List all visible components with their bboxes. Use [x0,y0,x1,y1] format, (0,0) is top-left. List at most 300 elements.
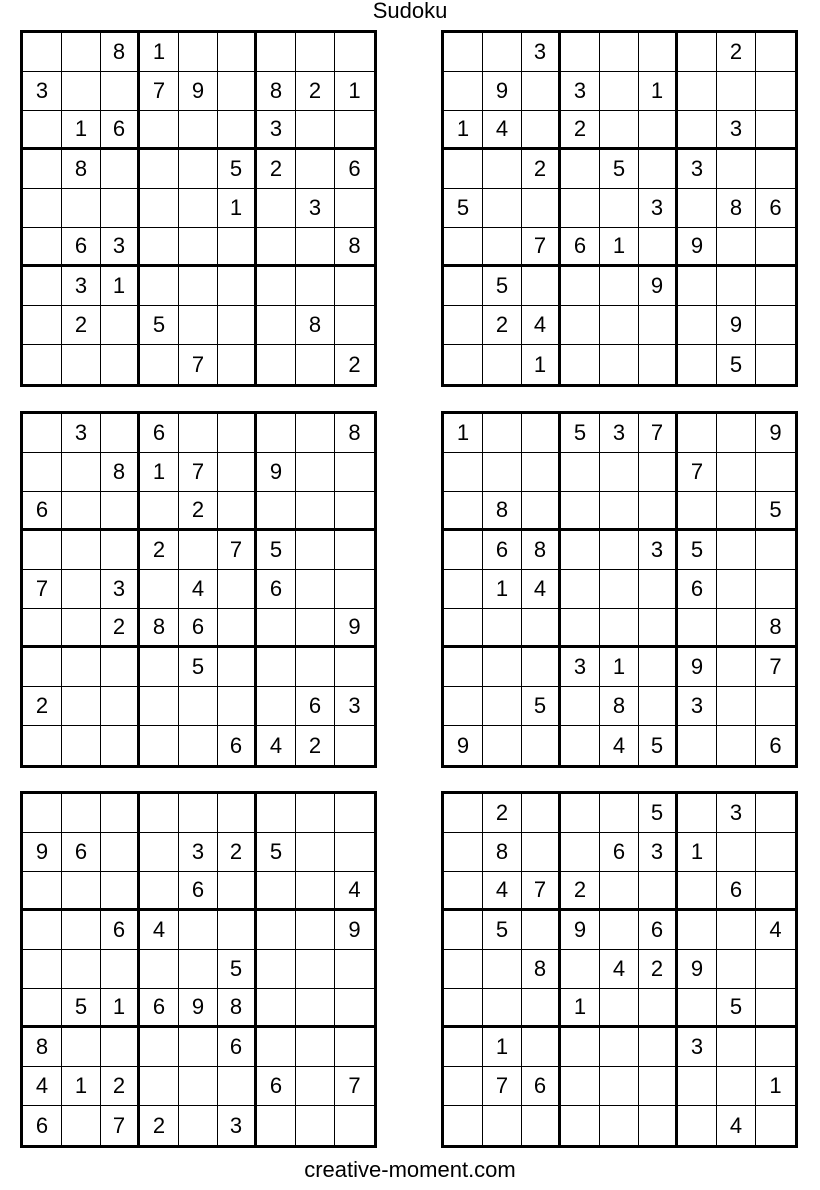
sudoku-cell[interactable] [218,492,257,531]
sudoku-cell[interactable]: 9 [678,648,717,687]
sudoku-cell[interactable] [717,726,756,765]
sudoku-cell[interactable]: 7 [678,453,717,492]
sudoku-cell[interactable] [140,726,179,765]
sudoku-cell[interactable]: 4 [522,306,561,345]
sudoku-cell[interactable] [101,189,140,228]
sudoku-cell[interactable]: 2 [101,1067,140,1106]
sudoku-cell[interactable] [257,345,296,384]
sudoku-cell[interactable] [101,492,140,531]
sudoku-cell[interactable] [756,570,795,609]
sudoku-cell[interactable] [296,648,335,687]
sudoku-cell[interactable] [678,111,717,150]
sudoku-cell[interactable] [179,1028,218,1067]
sudoku-cell[interactable] [23,267,62,306]
sudoku-cell[interactable] [23,453,62,492]
sudoku-cell[interactable] [444,267,483,306]
sudoku-cell[interactable] [444,989,483,1028]
sudoku-cell[interactable] [218,33,257,72]
sudoku-cell[interactable] [483,726,522,765]
sudoku-cell[interactable]: 1 [756,1067,795,1106]
sudoku-cell[interactable] [600,72,639,111]
sudoku-cell[interactable]: 8 [257,72,296,111]
sudoku-cell[interactable]: 6 [335,150,374,189]
sudoku-cell[interactable] [62,453,101,492]
sudoku-cell[interactable] [444,345,483,384]
sudoku-cell[interactable]: 2 [179,492,218,531]
sudoku-cell[interactable] [62,33,101,72]
sudoku-cell[interactable] [257,1028,296,1067]
sudoku-cell[interactable]: 4 [483,872,522,911]
sudoku-cell[interactable]: 5 [639,794,678,833]
sudoku-cell[interactable] [296,228,335,267]
sudoku-cell[interactable] [140,1028,179,1067]
sudoku-cell[interactable]: 6 [179,872,218,911]
sudoku-cell[interactable] [717,453,756,492]
sudoku-cell[interactable] [62,570,101,609]
sudoku-cell[interactable]: 1 [444,414,483,453]
sudoku-cell[interactable]: 3 [600,414,639,453]
sudoku-cell[interactable] [218,570,257,609]
sudoku-cell[interactable]: 5 [218,150,257,189]
sudoku-cell[interactable] [717,833,756,872]
sudoku-cell[interactable]: 1 [101,989,140,1028]
sudoku-cell[interactable]: 6 [140,414,179,453]
sudoku-cell[interactable] [639,492,678,531]
sudoku-cell[interactable]: 8 [600,687,639,726]
sudoku-cell[interactable] [444,150,483,189]
sudoku-cell[interactable]: 7 [218,531,257,570]
sudoku-cell[interactable] [62,492,101,531]
sudoku-cell[interactable]: 9 [179,989,218,1028]
sudoku-cell[interactable] [444,453,483,492]
sudoku-cell[interactable]: 6 [756,189,795,228]
sudoku-cell[interactable]: 9 [483,72,522,111]
sudoku-cell[interactable] [179,794,218,833]
sudoku-cell[interactable] [483,687,522,726]
sudoku-cell[interactable] [296,345,335,384]
sudoku-cell[interactable] [335,33,374,72]
sudoku-cell[interactable] [600,989,639,1028]
sudoku-cell[interactable]: 2 [522,150,561,189]
sudoku-cell[interactable]: 3 [257,111,296,150]
sudoku-cell[interactable]: 9 [717,306,756,345]
sudoku-cell[interactable] [62,609,101,648]
sudoku-cell[interactable] [639,453,678,492]
sudoku-cell[interactable] [140,189,179,228]
sudoku-cell[interactable] [23,609,62,648]
sudoku-cell[interactable] [756,531,795,570]
sudoku-cell[interactable] [717,72,756,111]
sudoku-cell[interactable] [140,267,179,306]
sudoku-cell[interactable] [179,33,218,72]
sudoku-cell[interactable] [179,687,218,726]
sudoku-cell[interactable] [335,726,374,765]
sudoku-cell[interactable] [678,911,717,950]
sudoku-cell[interactable]: 7 [522,228,561,267]
sudoku-cell[interactable] [62,1106,101,1145]
sudoku-cell[interactable]: 5 [561,414,600,453]
sudoku-cell[interactable] [444,531,483,570]
sudoku-cell[interactable]: 8 [218,989,257,1028]
sudoku-cell[interactable] [257,648,296,687]
sudoku-cell[interactable] [257,1106,296,1145]
sudoku-cell[interactable] [483,345,522,384]
sudoku-cell[interactable]: 5 [140,306,179,345]
sudoku-cell[interactable] [23,228,62,267]
sudoku-cell[interactable] [335,570,374,609]
sudoku-cell[interactable]: 7 [483,1067,522,1106]
sudoku-cell[interactable] [257,872,296,911]
sudoku-cell[interactable] [639,609,678,648]
sudoku-cell[interactable] [101,833,140,872]
sudoku-cell[interactable] [179,531,218,570]
sudoku-cell[interactable] [296,872,335,911]
sudoku-cell[interactable] [296,1106,335,1145]
sudoku-cell[interactable] [522,911,561,950]
sudoku-cell[interactable] [296,570,335,609]
sudoku-cell[interactable] [335,950,374,989]
sudoku-cell[interactable] [483,950,522,989]
sudoku-cell[interactable] [522,267,561,306]
sudoku-cell[interactable] [296,111,335,150]
sudoku-cell[interactable] [483,33,522,72]
sudoku-cell[interactable]: 4 [257,726,296,765]
sudoku-cell[interactable] [218,648,257,687]
sudoku-cell[interactable] [23,189,62,228]
sudoku-cell[interactable] [717,228,756,267]
sudoku-cell[interactable] [444,609,483,648]
sudoku-cell[interactable]: 5 [483,911,522,950]
sudoku-cell[interactable]: 3 [23,72,62,111]
sudoku-cell[interactable]: 2 [218,833,257,872]
sudoku-cell[interactable] [522,189,561,228]
sudoku-cell[interactable] [678,609,717,648]
sudoku-cell[interactable] [444,687,483,726]
sudoku-cell[interactable] [756,1106,795,1145]
sudoku-cell[interactable] [600,570,639,609]
sudoku-cell[interactable]: 3 [62,267,101,306]
sudoku-cell[interactable]: 7 [335,1067,374,1106]
sudoku-cell[interactable] [561,794,600,833]
sudoku-cell[interactable] [335,989,374,1028]
sudoku-cell[interactable] [561,1106,600,1145]
sudoku-cell[interactable] [444,33,483,72]
sudoku-cell[interactable]: 6 [678,570,717,609]
sudoku-cell[interactable]: 2 [561,111,600,150]
sudoku-cell[interactable]: 3 [561,72,600,111]
sudoku-cell[interactable]: 4 [23,1067,62,1106]
sudoku-cell[interactable]: 4 [179,570,218,609]
sudoku-cell[interactable]: 8 [140,609,179,648]
sudoku-cell[interactable] [639,570,678,609]
sudoku-cell[interactable]: 6 [769,732,782,758]
sudoku-cell[interactable] [444,1067,483,1106]
sudoku-cell[interactable] [335,111,374,150]
sudoku-cell[interactable] [218,414,257,453]
sudoku-cell[interactable] [444,872,483,911]
sudoku-cell[interactable] [179,189,218,228]
sudoku-cell[interactable]: 9 [444,726,483,765]
sudoku-cell[interactable] [444,833,483,872]
sudoku-cell[interactable] [179,228,218,267]
sudoku-cell[interactable]: 3 [678,150,717,189]
sudoku-cell[interactable]: 7 [179,345,218,384]
sudoku-cell[interactable]: 5 [522,687,561,726]
sudoku-cell[interactable] [678,492,717,531]
sudoku-cell[interactable] [23,150,62,189]
sudoku-cell[interactable] [600,111,639,150]
sudoku-cell[interactable] [218,872,257,911]
sudoku-cell[interactable] [23,872,62,911]
sudoku-cell[interactable] [101,726,140,765]
sudoku-cell[interactable] [561,570,600,609]
sudoku-cell[interactable] [257,414,296,453]
sudoku-cell[interactable]: 7 [639,414,678,453]
sudoku-cell[interactable] [444,72,483,111]
sudoku-cell[interactable] [257,911,296,950]
sudoku-cell[interactable] [296,794,335,833]
sudoku-cell[interactable] [218,345,257,384]
sudoku-cell[interactable]: 5 [257,531,296,570]
sudoku-cell[interactable] [218,1067,257,1106]
sudoku-cell[interactable] [561,189,600,228]
sudoku-cell[interactable] [600,345,639,384]
sudoku-cell[interactable]: 8 [522,531,561,570]
sudoku-cell[interactable] [296,492,335,531]
sudoku-cell[interactable] [678,1106,717,1145]
sudoku-cell[interactable] [140,345,179,384]
sudoku-cell[interactable] [756,228,795,267]
sudoku-cell[interactable]: 3 [639,531,678,570]
sudoku-cell[interactable] [101,306,140,345]
sudoku-cell[interactable] [23,33,62,72]
sudoku-cell[interactable] [444,228,483,267]
sudoku-cell[interactable] [483,648,522,687]
sudoku-cell[interactable] [62,531,101,570]
sudoku-cell[interactable] [483,228,522,267]
sudoku-cell[interactable]: 6 [62,833,101,872]
sudoku-cell[interactable]: 6 [483,531,522,570]
sudoku-cell[interactable] [296,609,335,648]
sudoku-cell[interactable] [218,267,257,306]
sudoku-cell[interactable]: 2 [62,306,101,345]
sudoku-cell[interactable]: 7 [140,72,179,111]
sudoku-cell[interactable] [717,414,756,453]
sudoku-cell[interactable]: 9 [23,833,62,872]
sudoku-cell[interactable] [257,609,296,648]
sudoku-cell[interactable] [522,1106,561,1145]
sudoku-cell[interactable] [296,531,335,570]
sudoku-cell[interactable]: 6 [257,1067,296,1106]
sudoku-cell[interactable] [600,1028,639,1067]
sudoku-cell[interactable]: 6 [522,1067,561,1106]
sudoku-cell[interactable] [257,989,296,1028]
sudoku-cell[interactable]: 2 [140,1106,179,1145]
sudoku-cell[interactable] [218,72,257,111]
sudoku-cell[interactable] [140,687,179,726]
sudoku-cell[interactable] [23,950,62,989]
sudoku-cell[interactable] [756,267,795,306]
sudoku-cell[interactable] [257,228,296,267]
sudoku-cell[interactable] [561,492,600,531]
sudoku-cell[interactable] [522,833,561,872]
sudoku-cell[interactable]: 6 [101,911,140,950]
sudoku-cell[interactable]: 8 [23,1028,62,1067]
sudoku-cell[interactable] [296,414,335,453]
sudoku-cell[interactable]: 1 [444,111,483,150]
sudoku-cell[interactable]: 9 [678,228,717,267]
sudoku-cell[interactable] [140,648,179,687]
sudoku-cell[interactable] [335,1028,374,1067]
sudoku-cell[interactable] [678,794,717,833]
sudoku-cell[interactable] [444,1106,483,1145]
sudoku-cell[interactable] [522,648,561,687]
sudoku-cell[interactable]: 3 [335,687,374,726]
sudoku-cell[interactable] [483,989,522,1028]
sudoku-cell[interactable] [678,189,717,228]
sudoku-cell[interactable]: 6 [23,492,62,531]
sudoku-cell[interactable]: 1 [483,1028,522,1067]
sudoku-cell[interactable]: 5 [444,189,483,228]
sudoku-cell[interactable] [561,306,600,345]
sudoku-cell[interactable]: 1 [561,989,600,1028]
sudoku-cell[interactable]: 7 [101,1106,140,1145]
sudoku-cell[interactable] [140,872,179,911]
sudoku-cell[interactable] [23,531,62,570]
sudoku-cell[interactable]: 6 [23,1106,62,1145]
sudoku-cell[interactable] [296,833,335,872]
sudoku-cell[interactable] [678,345,717,384]
sudoku-cell[interactable]: 6 [561,228,600,267]
sudoku-cell[interactable]: 2 [140,531,179,570]
sudoku-cell[interactable] [179,267,218,306]
sudoku-cell[interactable] [296,950,335,989]
sudoku-cell[interactable]: 3 [717,794,756,833]
sudoku-cell[interactable] [179,1067,218,1106]
sudoku-cell[interactable] [140,570,179,609]
sudoku-cell[interactable]: 3 [218,1106,257,1145]
sudoku-cell[interactable] [639,33,678,72]
sudoku-cell[interactable] [717,687,756,726]
sudoku-cell[interactable]: 6 [600,833,639,872]
sudoku-cell[interactable]: 4 [756,911,795,950]
sudoku-cell[interactable]: 9 [257,453,296,492]
sudoku-cell[interactable] [561,150,600,189]
sudoku-cell[interactable]: 8 [335,228,374,267]
sudoku-cell[interactable] [561,267,600,306]
sudoku-cell[interactable] [678,414,717,453]
sudoku-cell[interactable] [101,72,140,111]
sudoku-cell[interactable] [522,1028,561,1067]
sudoku-cell[interactable] [717,531,756,570]
sudoku-cell[interactable]: 1 [140,33,179,72]
sudoku-cell[interactable] [756,72,795,111]
sudoku-cell[interactable] [522,453,561,492]
sudoku-cell[interactable] [62,687,101,726]
sudoku-cell[interactable] [444,794,483,833]
sudoku-cell[interactable]: 6 [296,687,335,726]
sudoku-cell[interactable] [717,1028,756,1067]
sudoku-cell[interactable] [23,306,62,345]
sudoku-cell[interactable] [561,687,600,726]
sudoku-cell[interactable] [218,609,257,648]
sudoku-cell[interactable]: 3 [678,687,717,726]
sudoku-cell[interactable] [296,911,335,950]
sudoku-cell[interactable]: 8 [101,33,140,72]
sudoku-cell[interactable]: 3 [296,189,335,228]
sudoku-cell[interactable] [101,794,140,833]
sudoku-cell[interactable] [101,531,140,570]
sudoku-cell[interactable]: 7 [522,872,561,911]
sudoku-cell[interactable]: 7 [179,453,218,492]
sudoku-cell[interactable] [257,950,296,989]
sudoku-cell[interactable]: 8 [62,150,101,189]
sudoku-cell[interactable]: 8 [335,414,374,453]
sudoku-cell[interactable] [444,911,483,950]
sudoku-cell[interactable] [561,950,600,989]
sudoku-cell[interactable] [717,150,756,189]
sudoku-cell[interactable]: 1 [62,111,101,150]
sudoku-cell[interactable] [335,189,374,228]
sudoku-cell[interactable] [756,794,795,833]
sudoku-cell[interactable]: 9 [179,72,218,111]
sudoku-cell[interactable] [140,111,179,150]
sudoku-cell[interactable]: 3 [717,111,756,150]
sudoku-cell[interactable] [101,872,140,911]
sudoku-cell[interactable] [522,72,561,111]
sudoku-cell[interactable] [678,1067,717,1106]
sudoku-cell[interactable] [296,989,335,1028]
sudoku-cell[interactable] [140,794,179,833]
sudoku-cell[interactable]: 8 [522,950,561,989]
sudoku-cell[interactable] [600,267,639,306]
sudoku-cell[interactable] [179,150,218,189]
sudoku-cell[interactable] [600,794,639,833]
sudoku-cell[interactable]: 3 [639,833,678,872]
sudoku-cell[interactable] [296,150,335,189]
sudoku-cell[interactable] [756,345,795,384]
sudoku-cell[interactable] [561,1067,600,1106]
sudoku-cell[interactable]: 1 [639,72,678,111]
sudoku-cell[interactable]: 1 [218,189,257,228]
sudoku-cell[interactable] [335,1106,374,1145]
sudoku-cell[interactable]: 6 [218,726,257,765]
sudoku-cell[interactable]: 2 [257,150,296,189]
sudoku-cell[interactable] [522,989,561,1028]
sudoku-cell[interactable] [600,33,639,72]
sudoku-cell[interactable] [678,267,717,306]
sudoku-cell[interactable] [23,111,62,150]
sudoku-cell[interactable]: 6 [179,609,218,648]
sudoku-cell[interactable] [600,1067,639,1106]
sudoku-cell[interactable] [101,950,140,989]
sudoku-cell[interactable] [678,726,717,765]
sudoku-cell[interactable]: 9 [756,414,795,453]
sudoku-cell[interactable] [756,872,795,911]
sudoku-cell[interactable]: 3 [678,1028,717,1067]
sudoku-cell[interactable]: 1 [335,72,374,111]
sudoku-cell[interactable] [218,306,257,345]
sudoku-cell[interactable]: 3 [522,33,561,72]
sudoku-cell[interactable] [179,111,218,150]
sudoku-cell[interactable] [717,648,756,687]
sudoku-cell[interactable] [639,150,678,189]
sudoku-cell[interactable]: 9 [561,911,600,950]
sudoku-cell[interactable]: 5 [257,833,296,872]
sudoku-cell[interactable] [179,306,218,345]
sudoku-cell[interactable] [257,794,296,833]
sudoku-cell[interactable]: 9 [335,911,374,950]
